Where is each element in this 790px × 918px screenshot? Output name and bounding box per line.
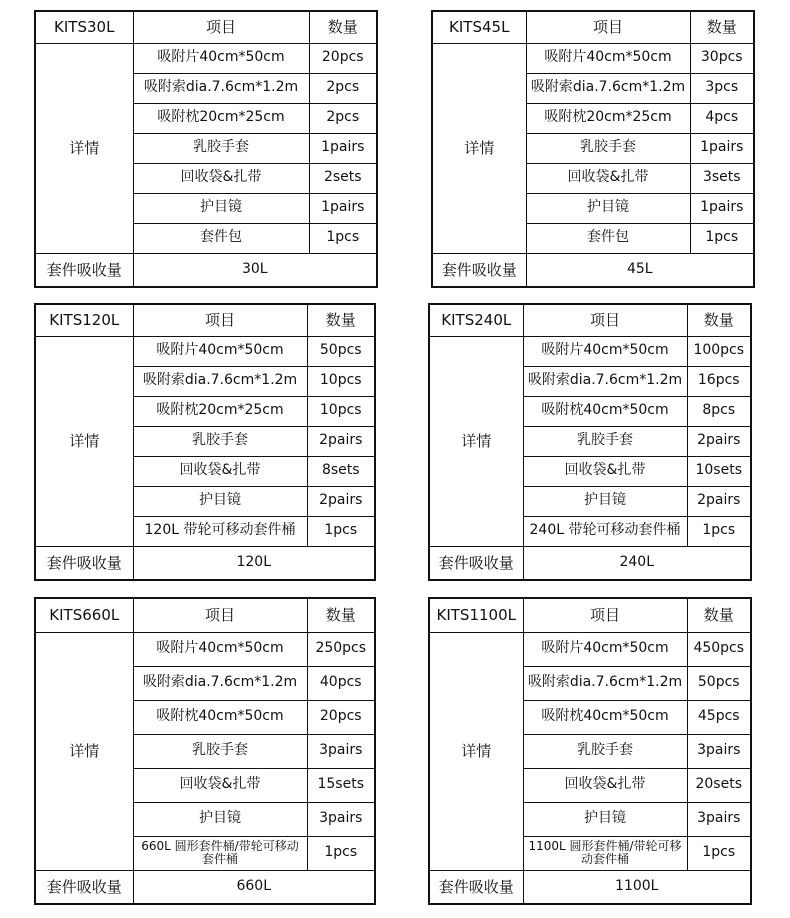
- qty-cell: 40pcs: [307, 666, 375, 700]
- qty-cell: 2pcs: [309, 103, 377, 133]
- table-header-row: [432, 11, 754, 43]
- item-cell: 240L 带轮可移动套件桶: [523, 516, 687, 546]
- qty-cell: 20pcs: [309, 43, 377, 73]
- capacity-label: 套件吸收量: [429, 546, 523, 580]
- qty-cell: 100pcs: [687, 336, 751, 366]
- detail-label: 详情: [429, 632, 523, 870]
- capacity-value: 1100L: [523, 870, 751, 904]
- item-cell: 吸附索dia.7.6cm*1.2m: [133, 73, 309, 103]
- table-row: [432, 43, 754, 73]
- qty-cell: 45pcs: [687, 700, 751, 734]
- item-cell: 回收袋&扎带: [523, 768, 687, 802]
- table-header-row: [35, 11, 377, 43]
- item-cell: 吸附索dia.7.6cm*1.2m: [523, 366, 687, 396]
- table-header-row: [35, 304, 375, 336]
- qty-cell: 10pcs: [307, 366, 375, 396]
- capacity-row: [35, 546, 375, 580]
- column-header-qty: 数量: [687, 598, 751, 632]
- capacity-label: 套件吸收量: [429, 870, 523, 904]
- item-cell: 乳胶手套: [133, 734, 307, 768]
- item-cell: 护目镜: [133, 486, 307, 516]
- qty-cell: 10sets: [687, 456, 751, 486]
- kit-name: KITS45L: [432, 11, 526, 43]
- capacity-value: 45L: [526, 253, 754, 287]
- qty-cell: 1pcs: [690, 223, 754, 253]
- capacity-row: [432, 253, 754, 287]
- detail-label: 详情: [35, 632, 133, 870]
- item-cell: 回收袋&扎带: [133, 768, 307, 802]
- qty-cell: 8sets: [307, 456, 375, 486]
- qty-cell: 20sets: [687, 768, 751, 802]
- table-row: [35, 336, 375, 366]
- column-header-item: 项目: [526, 11, 690, 43]
- qty-cell: 10pcs: [307, 396, 375, 426]
- kit-name: KITS240L: [429, 304, 523, 336]
- detail-label: 详情: [35, 336, 133, 546]
- capacity-row: [35, 870, 375, 904]
- qty-cell: 1pcs: [687, 836, 751, 870]
- detail-label: 详情: [432, 43, 526, 253]
- capacity-label: 套件吸收量: [35, 870, 133, 904]
- item-cell: 吸附索dia.7.6cm*1.2m: [133, 366, 307, 396]
- capacity-value: 660L: [133, 870, 375, 904]
- item-cell: 吸附片40cm*50cm: [133, 43, 309, 73]
- qty-cell: 50pcs: [307, 336, 375, 366]
- capacity-label: 套件吸收量: [35, 546, 133, 580]
- item-cell: 吸附枕40cm*50cm: [133, 700, 307, 734]
- qty-cell: 1pairs: [309, 133, 377, 163]
- item-cell: 回收袋&扎带: [523, 456, 687, 486]
- qty-cell: 4pcs: [690, 103, 754, 133]
- capacity-label: 套件吸收量: [432, 253, 526, 287]
- kit-table: [34, 597, 376, 905]
- capacity-row: [429, 870, 751, 904]
- qty-cell: 8pcs: [687, 396, 751, 426]
- qty-cell: 15sets: [307, 768, 375, 802]
- item-cell: 乳胶手套: [526, 133, 690, 163]
- detail-label: 详情: [429, 336, 523, 546]
- qty-cell: 2pairs: [307, 486, 375, 516]
- kit-table: [34, 10, 378, 288]
- capacity-row: [429, 546, 751, 580]
- item-cell: 吸附索dia.7.6cm*1.2m: [526, 73, 690, 103]
- kit-name: KITS660L: [35, 598, 133, 632]
- column-header-item: 项目: [133, 304, 307, 336]
- qty-cell: 2sets: [309, 163, 377, 193]
- column-header-item: 项目: [133, 11, 309, 43]
- kit-table: [428, 303, 752, 581]
- kit-table: [428, 597, 752, 905]
- item-cell: 吸附片40cm*50cm: [526, 43, 690, 73]
- qty-cell: 250pcs: [307, 632, 375, 666]
- qty-cell: 2pairs: [687, 426, 751, 456]
- column-header-item: 项目: [523, 598, 687, 632]
- table-header-row: [429, 304, 751, 336]
- item-cell: 乳胶手套: [523, 734, 687, 768]
- item-cell: 护目镜: [133, 802, 307, 836]
- kit-name: KITS30L: [35, 11, 133, 43]
- capacity-row: [35, 253, 377, 287]
- qty-cell: 16pcs: [687, 366, 751, 396]
- item-cell: 回收袋&扎带: [526, 163, 690, 193]
- qty-cell: 2pairs: [687, 486, 751, 516]
- qty-cell: 1pcs: [307, 836, 375, 870]
- capacity-value: 120L: [133, 546, 375, 580]
- item-cell: 120L 带轮可移动套件桶: [133, 516, 307, 546]
- qty-cell: 50pcs: [687, 666, 751, 700]
- item-cell: 吸附索dia.7.6cm*1.2m: [133, 666, 307, 700]
- kit-name: KITS1100L: [429, 598, 523, 632]
- qty-cell: 1pcs: [687, 516, 751, 546]
- qty-cell: 3pairs: [687, 734, 751, 768]
- item-cell: 吸附片40cm*50cm: [133, 336, 307, 366]
- item-cell: 吸附枕20cm*25cm: [133, 103, 309, 133]
- item-cell: 660L 圆形套件桶/带轮可移动套件桶: [133, 836, 307, 870]
- kit-table: [34, 303, 376, 581]
- qty-cell: 20pcs: [307, 700, 375, 734]
- kit-table: [431, 10, 755, 288]
- column-header-item: 项目: [133, 598, 307, 632]
- table-header-row: [35, 598, 375, 632]
- item-cell: 套件包: [526, 223, 690, 253]
- column-header-qty: 数量: [307, 304, 375, 336]
- item-cell: 吸附枕40cm*50cm: [523, 396, 687, 426]
- qty-cell: 3pairs: [307, 734, 375, 768]
- qty-cell: 3sets: [690, 163, 754, 193]
- item-cell: 乳胶手套: [133, 426, 307, 456]
- table-header-row: [429, 598, 751, 632]
- kit-name: KITS120L: [35, 304, 133, 336]
- item-cell: 吸附枕20cm*25cm: [133, 396, 307, 426]
- qty-cell: 1pcs: [309, 223, 377, 253]
- capacity-value: 30L: [133, 253, 377, 287]
- item-cell: 吸附索dia.7.6cm*1.2m: [523, 666, 687, 700]
- qty-cell: 3pairs: [307, 802, 375, 836]
- qty-cell: 450pcs: [687, 632, 751, 666]
- qty-cell: 2pcs: [309, 73, 377, 103]
- column-header-qty: 数量: [690, 11, 754, 43]
- item-cell: 吸附枕40cm*50cm: [523, 700, 687, 734]
- table-row: [35, 43, 377, 73]
- item-cell: 套件包: [133, 223, 309, 253]
- item-cell: 护目镜: [133, 193, 309, 223]
- item-cell: 护目镜: [523, 802, 687, 836]
- item-cell: 吸附片40cm*50cm: [523, 632, 687, 666]
- column-header-qty: 数量: [309, 11, 377, 43]
- column-header-qty: 数量: [307, 598, 375, 632]
- item-cell: 护目镜: [523, 486, 687, 516]
- item-cell: 乳胶手套: [133, 133, 309, 163]
- qty-cell: 1pcs: [307, 516, 375, 546]
- capacity-value: 240L: [523, 546, 751, 580]
- column-header-item: 项目: [523, 304, 687, 336]
- item-cell: 乳胶手套: [523, 426, 687, 456]
- table-row: [35, 632, 375, 666]
- item-cell: 吸附片40cm*50cm: [133, 632, 307, 666]
- capacity-label: 套件吸收量: [35, 253, 133, 287]
- qty-cell: 30pcs: [690, 43, 754, 73]
- item-cell: 回收袋&扎带: [133, 163, 309, 193]
- item-cell: 吸附枕20cm*25cm: [526, 103, 690, 133]
- qty-cell: 1pairs: [690, 133, 754, 163]
- item-cell: 1100L 圆形套件桶/带轮可移动套件桶: [523, 836, 687, 870]
- qty-cell: 3pcs: [690, 73, 754, 103]
- table-row: [429, 632, 751, 666]
- detail-label: 详情: [35, 43, 133, 253]
- item-cell: 回收袋&扎带: [133, 456, 307, 486]
- qty-cell: 1pairs: [690, 193, 754, 223]
- item-cell: 吸附片40cm*50cm: [523, 336, 687, 366]
- qty-cell: 1pairs: [309, 193, 377, 223]
- table-row: [429, 336, 751, 366]
- qty-cell: 3pairs: [687, 802, 751, 836]
- column-header-qty: 数量: [687, 304, 751, 336]
- qty-cell: 2pairs: [307, 426, 375, 456]
- item-cell: 护目镜: [526, 193, 690, 223]
